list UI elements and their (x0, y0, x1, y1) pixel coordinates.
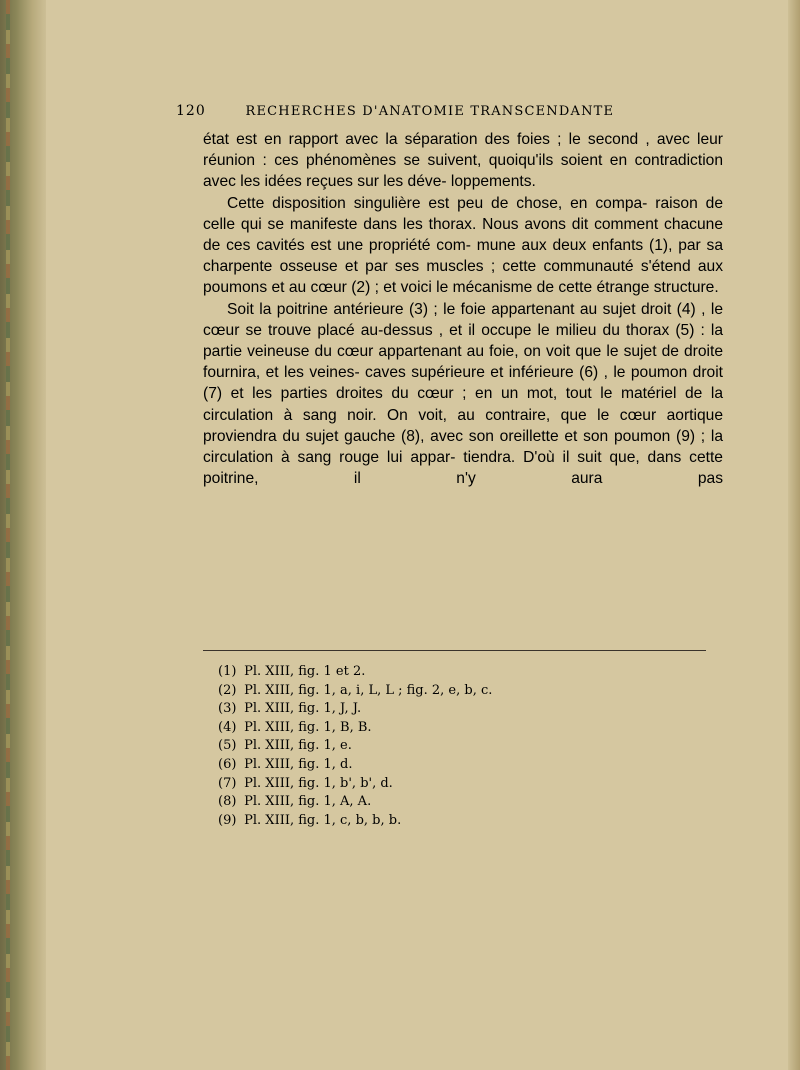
page-edge (788, 0, 800, 1070)
paragraph: Soit la poitrine antérieure (3) ; le foie appartenant au sujet droit (4) , le cœur se trouve placé au-dessus , et il occupe le milieu du thorax (5) : la partie veineuse du cœur appartenant au foie, on voit que le sujet de droite fournira, et les veines- caves supérieure et inférieure (6) , le poumon droit (7) et les parties droites du cœur ; en un mot, tout le matériel de la circulation à sang noir. On voit, au contraire, que le cœur aortique proviendra du sujet gauche (8), avec son oreillette et son poumon (9) ; la circulation à sang rouge lui appar- tiendra. D'où il suit que, dans cette poitrine, il n'y aura pas (203, 300, 723, 488)
footnote: (7) Pl. XIII, fig. 1, b', b', d. (218, 775, 393, 791)
footnote: (6) Pl. XIII, fig. 1, d. (218, 756, 353, 772)
footnote: (5) Pl. XIII, fig. 1, e. (218, 738, 352, 754)
footnote: (9) Pl. XIII, fig. 1, c, b, b, b. (218, 812, 402, 828)
footnote: (3) Pl. XIII, fig. 1, J, J. (218, 701, 362, 717)
footnote: (1) Pl. XIII, fig. 1 et 2. (218, 664, 366, 679)
running-title: RECHERCHES D'ANATOMIE TRANSCENDANTE (245, 104, 615, 119)
body-text (203, 129, 723, 489)
footnote: (2) Pl. XIII, fig. 1, a, i, L, L ; fig. 2, e, b, c. (218, 682, 493, 698)
paragraph: Cette disposition singulière est peu de chose, en compa- raison de celle qui se manifeste dans les thorax. Nous avons dit comment chacune de ces cavités est une propriété com- mune aux deux enfants (1), par sa charpente osseuse et par ses muscles ; cette communauté s'étend aux poumons et au cœur (2) ; et voici le mécanisme de cette étrange structure. (203, 194, 723, 297)
footnote: (4) Pl. XIII, fig. 1, B, B. (218, 719, 372, 735)
footnotes (218, 663, 668, 830)
footnote: (8) Pl. XIII, fig. 1, A, A. (218, 794, 372, 810)
paragraph: état est en rapport avec la séparation des foies ; le second , avec leur réunion : ces phénomènes se suivent, quoiqu'ils soient en contradiction avec les idées reçues sur les déve- loppements. (203, 131, 723, 191)
book-gutter (0, 0, 46, 1070)
page-number: 120 (176, 103, 206, 119)
running-header (176, 103, 736, 119)
footnote-rule (203, 650, 706, 651)
